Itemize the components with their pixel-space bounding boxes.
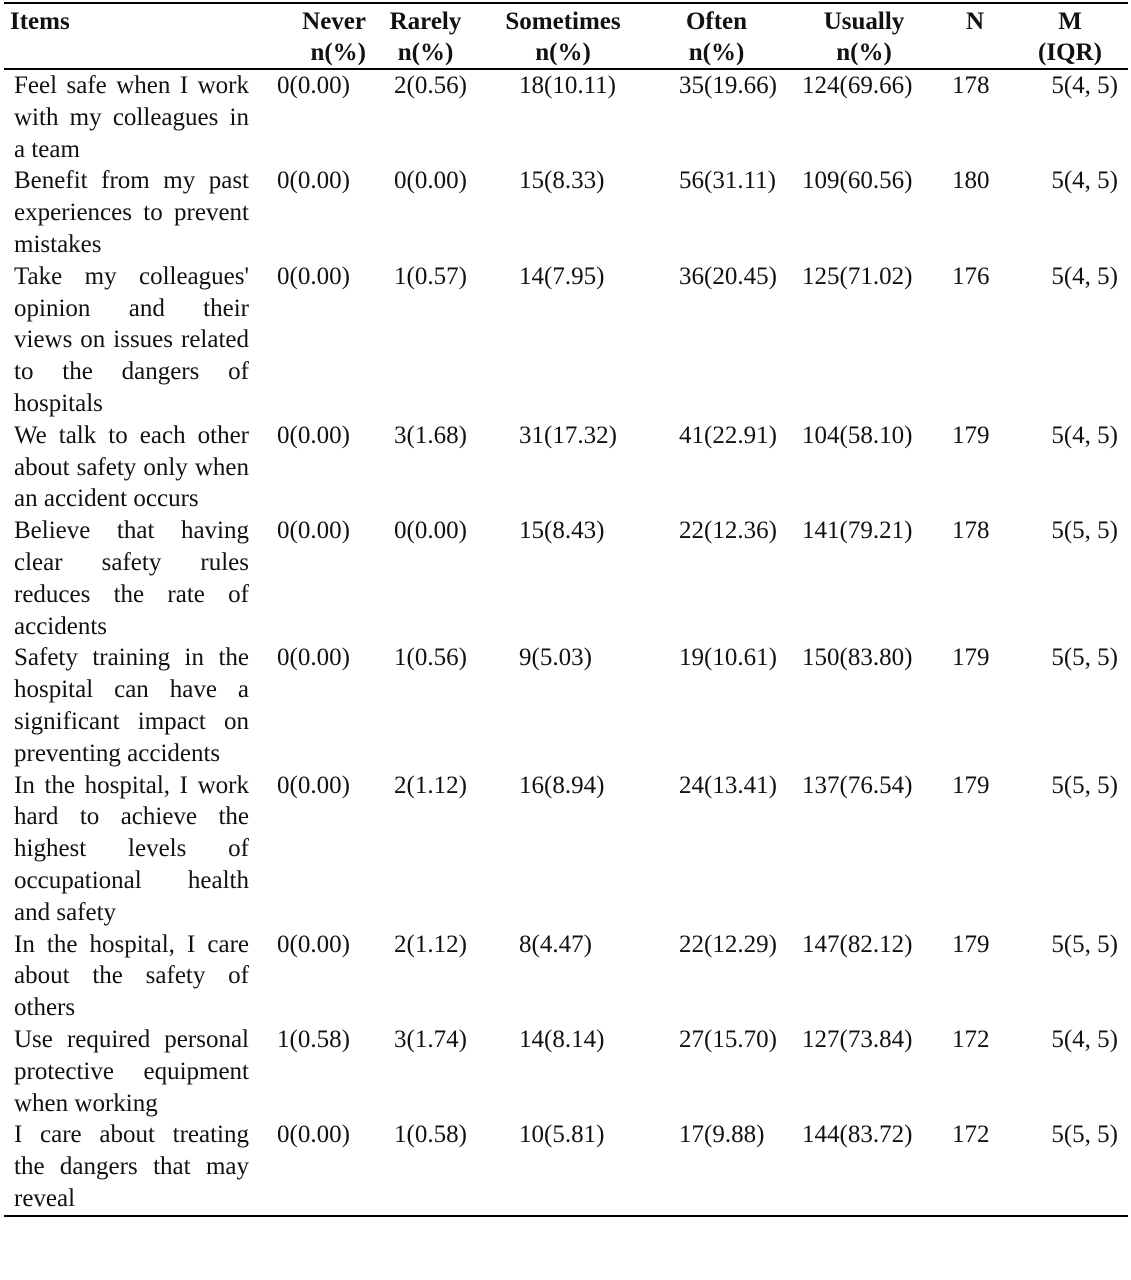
item-cell: Safety training in the hospital can have a significant impact on preventing accidents xyxy=(14,644,249,767)
table-row xyxy=(4,642,1128,769)
sometimes-cell: 31(17.32) xyxy=(519,421,617,449)
table-row xyxy=(4,261,1128,420)
often-cell: 19(10.61) xyxy=(679,644,777,672)
rarely-cell: 2(1.12) xyxy=(394,930,467,958)
header-sometimes xyxy=(483,3,643,69)
rarely-cell: 1(0.56) xyxy=(394,644,467,672)
header-m-label: M xyxy=(1058,8,1082,35)
header-often xyxy=(643,3,790,69)
table-row xyxy=(4,420,1128,515)
often-cell: 17(9.88) xyxy=(679,1121,765,1149)
usually-cell: 127(73.84) xyxy=(802,1025,913,1053)
never-cell: 1(0.58) xyxy=(277,1025,350,1053)
header-items xyxy=(4,3,257,69)
never-cell: 0(0.00) xyxy=(277,1121,350,1149)
table-row xyxy=(4,929,1128,1024)
m-iqr-cell: 5(4, 5) xyxy=(1051,72,1118,99)
sometimes-cell: 18(10.11) xyxy=(519,72,616,99)
table-row xyxy=(4,165,1128,260)
never-cell: 0(0.00) xyxy=(277,517,350,545)
sometimes-cell: 16(8.94) xyxy=(519,771,605,799)
m-iqr-cell: 5(5, 5) xyxy=(1051,1121,1118,1149)
often-cell: 22(12.29) xyxy=(679,930,777,958)
m-iqr-cell: 5(5, 5) xyxy=(1051,930,1118,958)
sometimes-cell: 14(8.14) xyxy=(519,1025,605,1053)
sometimes-cell: 10(5.81) xyxy=(519,1121,605,1149)
rarely-cell: 1(0.58) xyxy=(394,1121,467,1149)
often-cell: 35(19.66) xyxy=(679,72,777,99)
item-cell: Take my colleagues' opinion and their views on issues related to the dangers of hospitals xyxy=(14,262,249,417)
m-iqr-cell: 5(4, 5) xyxy=(1051,262,1118,290)
m-iqr-cell: 5(4, 5) xyxy=(1051,167,1118,195)
n-cell: 178 xyxy=(952,517,990,545)
n-cell: 179 xyxy=(952,771,990,799)
table-row xyxy=(4,69,1128,165)
often-cell: 24(13.41) xyxy=(679,771,777,799)
header-rarely-label: Rarely xyxy=(389,8,462,35)
never-cell: 0(0.00) xyxy=(277,421,350,449)
n-cell: 179 xyxy=(952,930,990,958)
usually-cell: 137(76.54) xyxy=(802,771,913,799)
header-usually xyxy=(790,3,938,69)
rarely-cell: 1(0.57) xyxy=(394,262,467,290)
rarely-cell: 2(1.12) xyxy=(394,771,467,799)
often-cell: 36(20.45) xyxy=(679,262,777,290)
never-cell: 0(0.00) xyxy=(277,771,350,799)
never-cell: 0(0.00) xyxy=(277,262,350,290)
sometimes-cell: 15(8.33) xyxy=(519,167,605,195)
m-iqr-cell: 5(5, 5) xyxy=(1051,771,1118,799)
rarely-cell: 0(0.00) xyxy=(394,517,467,545)
n-cell: 180 xyxy=(952,167,990,195)
rarely-cell: 3(1.68) xyxy=(394,421,467,449)
header-m-iqr xyxy=(1012,3,1128,69)
usually-cell: 144(83.72) xyxy=(802,1121,913,1149)
rarely-cell: 0(0.00) xyxy=(394,167,467,195)
often-cell: 41(22.91) xyxy=(679,421,777,449)
table-row xyxy=(4,1119,1128,1215)
safety-culture-table-container xyxy=(4,2,1128,1217)
item-cell: I care about treating the dangers that may reveal xyxy=(14,1121,249,1212)
item-cell: In the hospital, I care about the safety of others xyxy=(14,930,249,1022)
usually-cell: 150(83.80) xyxy=(802,644,913,672)
header-never xyxy=(257,3,368,69)
header-often-label: Often xyxy=(685,8,748,35)
often-cell: 27(15.70) xyxy=(679,1025,777,1053)
never-cell: 0(0.00) xyxy=(277,72,350,99)
often-cell: 56(31.11) xyxy=(679,167,776,195)
header-usually-label: Usually xyxy=(823,8,905,35)
rarely-cell: 3(1.74) xyxy=(394,1025,467,1053)
m-iqr-cell: 5(4, 5) xyxy=(1051,421,1118,449)
header-rarely-unit: n(%) xyxy=(397,39,454,66)
n-cell: 172 xyxy=(952,1025,990,1053)
header-items-label: Items xyxy=(10,8,70,35)
table-body xyxy=(4,69,1128,1216)
n-cell: 178 xyxy=(952,72,990,99)
never-cell: 0(0.00) xyxy=(277,930,350,958)
header-iqr-label: (IQR) xyxy=(1038,39,1102,66)
sometimes-cell: 9(5.03) xyxy=(519,644,592,672)
header-row xyxy=(4,3,1128,69)
rarely-cell: 2(0.56) xyxy=(394,72,467,99)
item-cell: Benefit from my past experiences to prevent mistakes xyxy=(14,167,249,258)
header-never-label: Never xyxy=(302,8,366,35)
item-cell: Feel safe when I work with my colleagues in a team xyxy=(14,72,249,163)
usually-cell: 104(58.10) xyxy=(802,421,913,449)
sometimes-cell: 14(7.95) xyxy=(519,262,605,290)
n-cell: 172 xyxy=(952,1121,990,1149)
usually-cell: 109(60.56) xyxy=(802,167,913,195)
often-cell: 22(12.36) xyxy=(679,517,777,545)
m-iqr-cell: 5(4, 5) xyxy=(1051,1025,1118,1053)
item-cell: Use required personal protective equipment when working xyxy=(14,1025,249,1117)
safety-culture-table xyxy=(4,2,1128,1217)
header-n xyxy=(938,3,1012,69)
header-rarely xyxy=(368,3,483,69)
header-usually-unit: n(%) xyxy=(836,39,892,66)
m-iqr-cell: 5(5, 5) xyxy=(1051,644,1118,672)
sometimes-cell: 8(4.47) xyxy=(519,930,592,958)
m-iqr-cell: 5(5, 5) xyxy=(1051,517,1118,545)
n-cell: 179 xyxy=(952,644,990,672)
header-sometimes-unit: n(%) xyxy=(535,39,591,66)
never-cell: 0(0.00) xyxy=(277,167,350,195)
item-cell: Believe that having clear safety rules reduces the rate of accidents xyxy=(14,517,249,640)
usually-cell: 124(69.66) xyxy=(802,72,913,99)
usually-cell: 141(79.21) xyxy=(802,517,913,545)
header-n-label: N xyxy=(965,8,985,35)
sometimes-cell: 15(8.43) xyxy=(519,517,605,545)
usually-cell: 125(71.02) xyxy=(802,262,913,290)
header-sometimes-label: Sometimes xyxy=(505,8,621,35)
table-row xyxy=(4,770,1128,929)
n-cell: 176 xyxy=(952,262,990,290)
table-header xyxy=(4,3,1128,69)
never-cell: 0(0.00) xyxy=(277,644,350,672)
table-row xyxy=(4,1024,1128,1119)
item-cell: We talk to each other about safety only when an accident occurs xyxy=(14,421,249,513)
item-cell: In the hospital, I work hard to achieve the highest levels of occupational health and safety xyxy=(14,771,249,926)
table-row xyxy=(4,515,1128,642)
header-never-unit: n(%) xyxy=(310,39,366,66)
header-often-unit: n(%) xyxy=(688,39,745,66)
n-cell: 179 xyxy=(952,421,990,449)
usually-cell: 147(82.12) xyxy=(802,930,913,958)
